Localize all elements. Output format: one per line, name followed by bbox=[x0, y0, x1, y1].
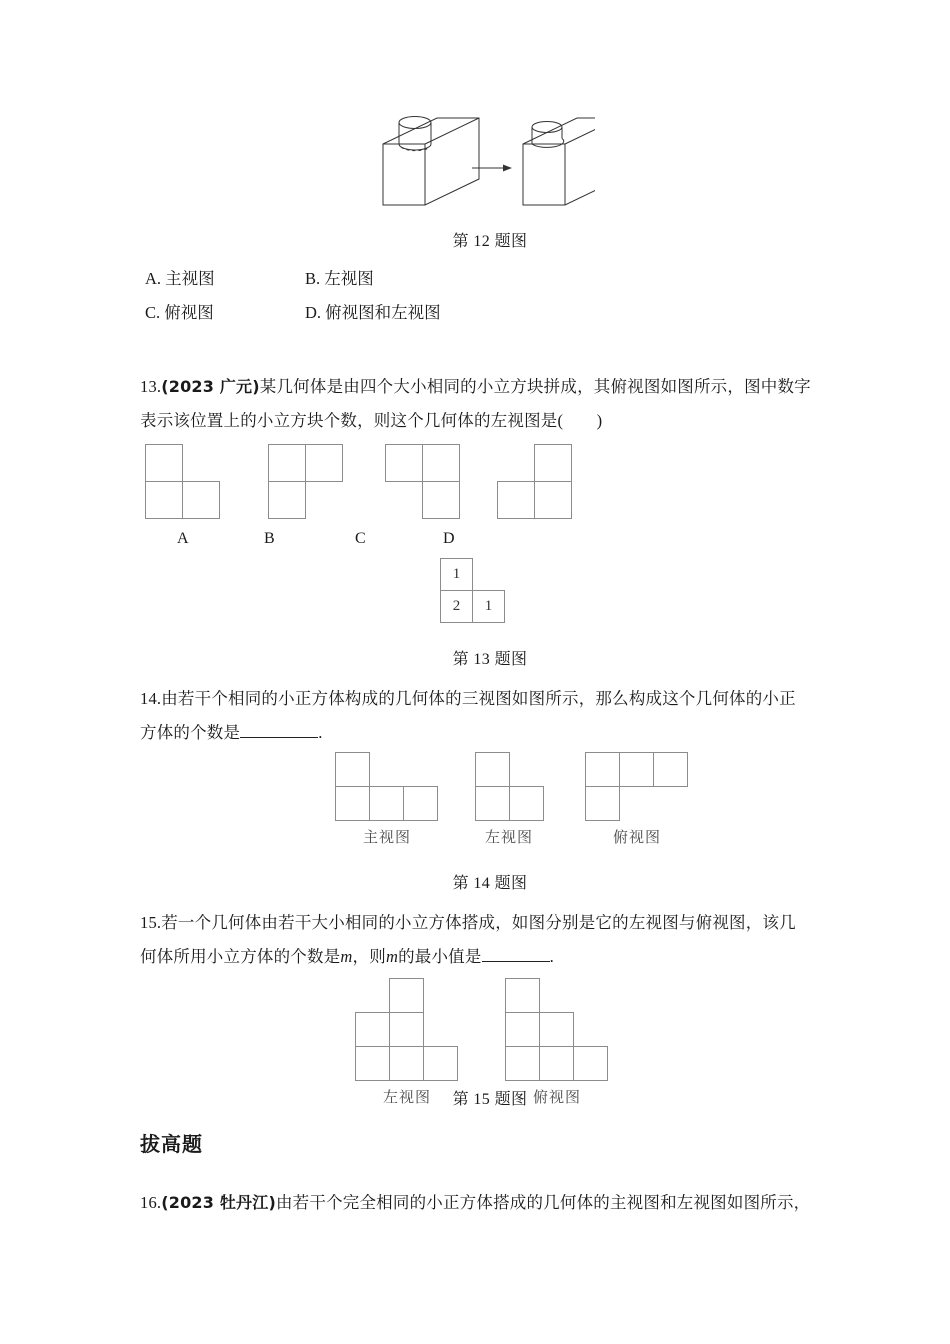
grid-cell bbox=[268, 481, 306, 519]
top-view-label: 俯视图 bbox=[612, 830, 661, 846]
choice-a-letter: A bbox=[177, 530, 189, 547]
top-view-figure bbox=[585, 752, 689, 822]
grid-cell bbox=[268, 444, 306, 482]
grid-cell bbox=[573, 1046, 608, 1081]
grid-cell bbox=[539, 1046, 574, 1081]
question-15-line2 bbox=[140, 940, 840, 974]
option-b-label: B. bbox=[305, 269, 321, 288]
choice-b-letter: B bbox=[264, 530, 275, 547]
choice-d-letter: D bbox=[443, 530, 455, 547]
question-14-three-views bbox=[335, 752, 705, 848]
grid-cell bbox=[403, 786, 438, 821]
grid-cell bbox=[422, 481, 460, 519]
question-15-line2-post: 的最小值是 bbox=[398, 947, 482, 966]
question-13-source: (2023 广元) bbox=[161, 377, 260, 396]
cylinder-cube-diagram bbox=[375, 100, 595, 220]
section-heading: 拔高题 bbox=[140, 1132, 203, 1156]
front-view-figure bbox=[335, 752, 439, 822]
numbered-cell: 1 bbox=[472, 590, 505, 623]
question-14-text bbox=[140, 682, 840, 750]
side-view-figure bbox=[475, 752, 545, 822]
option-d-label: D. bbox=[305, 303, 322, 322]
grid-cell bbox=[369, 786, 404, 821]
figure-12-illustration bbox=[375, 100, 595, 220]
question-14-line2 bbox=[140, 716, 840, 750]
choice-d-figure[interactable] bbox=[497, 444, 577, 520]
grid-cell bbox=[505, 1012, 540, 1047]
variable-m-2: m bbox=[385, 947, 399, 966]
question-14-line1: 由若干个相同的小正方体构成的几何体的三视图如图所示，那么构成这个几何体的小正 bbox=[161, 689, 796, 708]
question-15-line2-mid: ，则 bbox=[352, 947, 386, 966]
question-14-line2-pre: 方体的个数是 bbox=[140, 723, 241, 742]
question-14-number: 14. bbox=[140, 689, 162, 708]
answer-blank-15[interactable] bbox=[482, 946, 550, 962]
figure-12-caption: 第 12 题图 bbox=[452, 233, 528, 250]
grid-cell bbox=[475, 786, 510, 821]
grid-cell bbox=[653, 752, 688, 787]
numbered-cell: 1 bbox=[440, 558, 473, 591]
grid-cell bbox=[355, 1012, 390, 1047]
question-15-line2-pre: 何体所用小立方体的个数是 bbox=[140, 947, 341, 966]
grid-cell bbox=[505, 978, 540, 1013]
grid-cell bbox=[585, 752, 620, 787]
grid-cell bbox=[539, 1012, 574, 1047]
grid-cell bbox=[145, 444, 183, 482]
question-12-options-row-1 bbox=[145, 262, 835, 296]
option-a[interactable] bbox=[145, 262, 305, 296]
option-a-text: 主视图 bbox=[165, 269, 215, 288]
grid-cell bbox=[423, 1046, 458, 1081]
question-13-text bbox=[140, 370, 840, 438]
question-12-options-row-2 bbox=[145, 296, 835, 330]
grid-cell bbox=[619, 752, 654, 787]
grid-cell bbox=[389, 1046, 424, 1081]
question-13-top-view-grid bbox=[440, 558, 560, 628]
front-view-label: 主视图 bbox=[362, 830, 411, 846]
option-c[interactable] bbox=[145, 296, 305, 330]
grid-cell bbox=[389, 1012, 424, 1047]
grid-cell bbox=[145, 481, 183, 519]
variable-m-1: m bbox=[340, 947, 353, 966]
arrow-icon bbox=[472, 165, 512, 172]
numbered-cell: 2 bbox=[440, 590, 473, 623]
question-13-choices bbox=[140, 440, 840, 550]
option-b[interactable] bbox=[305, 262, 465, 296]
choice-c-figure[interactable] bbox=[385, 444, 465, 520]
question-13-line2: 表示该位置上的小立方块个数，则这个几何体的左视图是( ) bbox=[140, 411, 603, 430]
grid-cell bbox=[534, 481, 572, 519]
question-14-line2-post: . bbox=[318, 723, 323, 742]
grid-cell bbox=[389, 978, 424, 1013]
question-15-line2-end: . bbox=[549, 947, 554, 966]
grid-cell bbox=[182, 481, 220, 519]
grid-cell bbox=[335, 752, 370, 787]
question-15-line1: 若一个几何体由若干大小相同的小立方体搭成，如图分别是它的左视图与俯视图，该几 bbox=[161, 913, 796, 932]
option-a-label: A. bbox=[145, 269, 162, 288]
question-16-text bbox=[140, 1186, 840, 1220]
grid-cell bbox=[497, 481, 535, 519]
grid-cell bbox=[585, 786, 620, 821]
answer-blank-14[interactable] bbox=[240, 722, 318, 738]
choice-a-figure[interactable] bbox=[145, 444, 225, 520]
question-13-number: 13. bbox=[140, 377, 162, 396]
q15-top-view-label: 俯视图 bbox=[532, 1090, 581, 1106]
option-d[interactable] bbox=[305, 296, 465, 330]
grid-cell bbox=[355, 1046, 390, 1081]
option-c-label: C. bbox=[145, 303, 161, 322]
question-13-line1: 某几何体是由四个大小相同的小立方块拼成，其俯视图如图所示，图中数字 bbox=[259, 377, 811, 396]
grid-cell bbox=[509, 786, 544, 821]
question-15-number: 15. bbox=[140, 913, 162, 932]
q15-top-view-figure bbox=[505, 978, 609, 1082]
grid-cell bbox=[335, 786, 370, 821]
choice-b-figure[interactable] bbox=[268, 444, 348, 520]
question-16-line1: 由若干个完全相同的小正方体搭成的几何体的主视图和左视图如图所示， bbox=[275, 1193, 811, 1212]
grid-cell bbox=[305, 444, 343, 482]
question-16-number: 16. bbox=[140, 1193, 162, 1212]
grid-cell bbox=[385, 444, 423, 482]
option-b-text: 左视图 bbox=[324, 269, 374, 288]
question-15-text bbox=[140, 906, 840, 974]
option-d-text: 俯视图和左视图 bbox=[325, 303, 441, 322]
grid-cell bbox=[422, 444, 460, 482]
grid-cell bbox=[505, 1046, 540, 1081]
q15-side-view-figure bbox=[355, 978, 459, 1082]
grid-cell bbox=[475, 752, 510, 787]
question-16-source: (2023 牡丹江) bbox=[161, 1193, 276, 1212]
figure-14-caption: 第 14 题图 bbox=[452, 875, 528, 892]
side-view-label: 左视图 bbox=[484, 830, 533, 846]
choice-c-letter: C bbox=[355, 530, 366, 547]
grid-cell bbox=[534, 444, 572, 482]
option-c-text: 俯视图 bbox=[164, 303, 214, 322]
q15-side-view-label: 左视图 bbox=[382, 1090, 431, 1106]
figure-13-caption: 第 13 题图 bbox=[452, 651, 528, 668]
figure-15-caption: 第 15 题图 bbox=[452, 1091, 528, 1108]
